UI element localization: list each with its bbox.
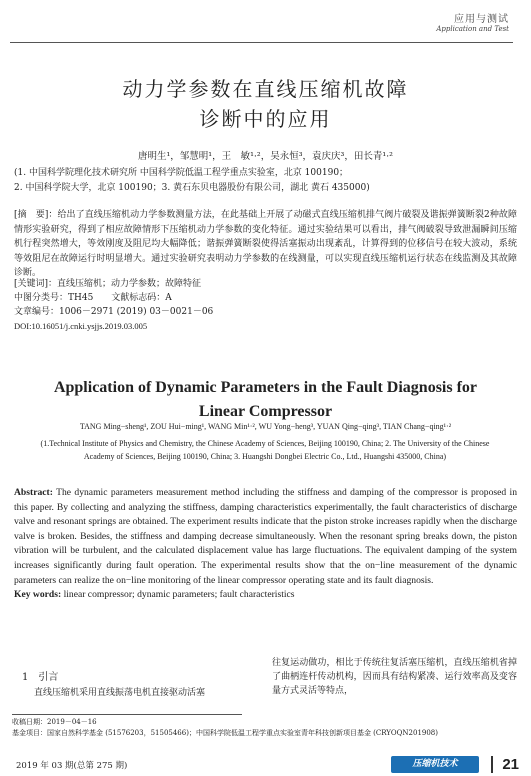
abstract-en <box>14 486 517 603</box>
keywords-en-label: Key words: <box>14 589 62 601</box>
footnote-rule <box>12 714 242 715</box>
authors-en: TANG Ming−sheng¹, ZOU Hui−ming¹, WANG Min¹·², WU Yong−heng³, YUAN Qing−qing³, TIAN Chang−qing¹·² <box>79 422 452 431</box>
article-metadata <box>14 277 517 333</box>
footnote-received: 收稿日期：2019－04－16 <box>12 718 97 726</box>
issue-info: 2019 年 03 期(总第 275 期) <box>16 761 128 771</box>
affiliations-en: (1.Technical Institute of Physics and Chemistry, the Chinese Academy of Sciences, Beijing 100190, China; 2. The University of the Chinese Academy of Sciences, Beijing 100190, China; 3. Huangshi Dongbei Electric Co., Ltd., Huangshi 435000, China) <box>40 439 490 461</box>
title-cn-line1: 动力学参数在直线压缩机故障 <box>122 77 409 101</box>
keywords-en <box>14 588 517 603</box>
keywords-cn-label: [关键词]： <box>14 279 58 289</box>
doi: DOI:10.16051/j.cnki.ysjjs.2019.03.005 <box>14 321 148 331</box>
section-label-cn: 应用与测试 <box>454 14 509 25</box>
abstract-cn-text: 给出了直线压缩机动力学参数测量方法，在此基础上开展了动磁式直线压缩机排气阀片破裂及谐振弹簧断裂2种故障情形实验研究，得到了相应故障情形下压缩机动力学参数的变化特征。通过实验结果可以看出，排气阀破裂导致泄漏瞬间压缩机行程突然增大，等效刚度及阻尼均大幅降低；谐振弹簧断裂使得活塞振动出现紊乱，计算得到的位移信号在较大波动，系统等效阻尼在故障运行时明显增大。通过实验研究表明动力学参数的在线测量，可以实现直线压缩机运行状态在线监测及其故障诊断。 <box>14 210 517 278</box>
section-label-en: Application and Test <box>436 25 509 33</box>
footnote-fund: 基金项目：国家自然科学基金 (51576203，51505466)；中国科学院低温工程学重点实验室青年科技创新项目基金 (CRYOQN201908) <box>12 729 438 737</box>
title-cn-line2: 诊断中的应用 <box>199 107 332 131</box>
header-rule <box>10 42 513 43</box>
title-cn <box>0 74 531 134</box>
title-en-line1: Application of Dynamic Parameters in the Fault Diagnosis for <box>53 379 478 396</box>
abstract-cn <box>14 208 517 281</box>
keywords-cn <box>14 277 517 291</box>
title-en <box>0 376 531 424</box>
title-en-line2: Linear Compressor <box>198 403 333 420</box>
authors-cn: 唐明生¹，邹慧明¹，王 敏¹·²，吴永恒³，袁庆庆³，田长青¹·² <box>137 151 393 162</box>
abstract-en-paragraph <box>14 486 517 588</box>
keywords-cn-text: 直线压缩机；动力学参数；故障特征 <box>57 279 202 289</box>
article-number: 文章编号：1006－2971 (2019) 03－0021－06 <box>14 307 214 317</box>
running-header <box>436 10 509 33</box>
abstract-cn-label: [摘 要]： <box>14 210 58 220</box>
body-text-right: 往复运动做功，相比于传统往复活塞压缩机，直线压缩机省掉了曲柄连杆传动机构，因而具有结构紧凑、运行效率高及变容量方式灵活等特点， <box>272 658 517 696</box>
page-number: 21 <box>502 756 519 773</box>
affiliations-cn <box>14 166 519 196</box>
affiliation-cn-2: 2. 中国科学院大学，北京 100190；3. 黄石东贝电器股份有限公司，湖北 黄石 435000) <box>14 183 370 193</box>
abstract-en-label: Abstract: <box>14 487 53 498</box>
section-heading-introduction: 1 引言 <box>22 672 59 683</box>
keywords-en-text: linear compressor; dynamic parameters; fault characteristics <box>61 589 295 601</box>
abstract-en-text: The dynamic parameters measurement method including the stiffness and damping of the compressor is proposed in this paper. By collecting and analyzing the stiffness, damping characteristics experimentally, the fault characteristics of discharge valve and resonant springs are obtained. The experiment results indicate that the piston stroke increases rapidly when the discharge valve is broken. Besides, the stiffness and damping decrease simultaneously. When the resonant spring breaks down, the piston vibration will be turbulent, and the calculated displacement value has large fluctuations. The equivalent damping of the system increases significantly during fault operation. The experimental results show that the on−line measurement of the dynamic parameters can realize the on−line monitoring of the linear compressor operating state and its fault diagnosis. <box>14 487 517 586</box>
footer-divider <box>491 756 493 773</box>
page-footer <box>12 756 519 774</box>
journal-logo: 压缩机技术 <box>391 756 479 773</box>
affiliation-cn-1: (1. 中国科学院理化技术研究所 中国科学院低温工程学重点实验室，北京 100190； <box>14 168 349 178</box>
clc-number: 中图分类号：TH45 文献标志码：A <box>14 293 172 303</box>
body-text-left: 直线压缩机采用直线振荡电机直接驱动活塞 <box>34 688 206 698</box>
